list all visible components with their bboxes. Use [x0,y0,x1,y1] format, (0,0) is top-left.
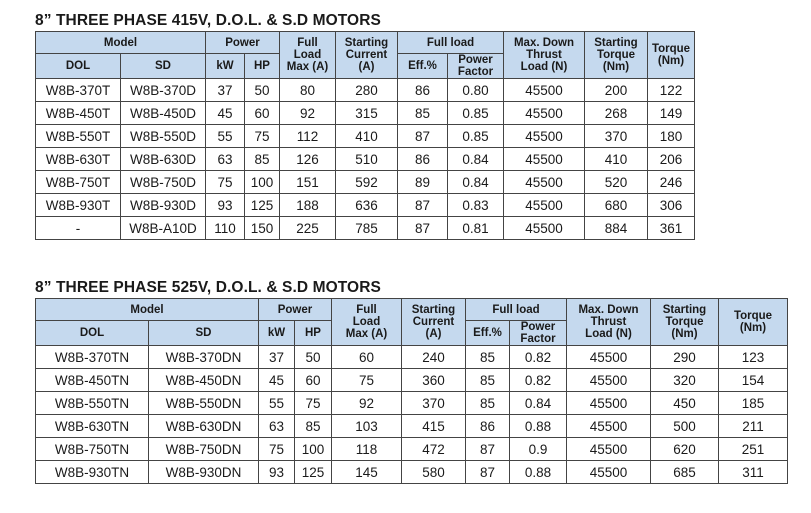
table-cell: 0.80 [448,79,504,102]
table-cell: 45500 [504,148,585,171]
table-row [36,194,695,217]
section-title: 8” THREE PHASE 415V, D.O.L. & S.D MOTORS [35,12,381,29]
table-cell: W8B-750D [121,171,206,194]
table-cell: 472 [402,438,466,461]
table-cell: 45500 [567,369,651,392]
power-factor-header: Power Factor [510,321,567,346]
table-cell: W8B-930TN [36,461,149,484]
table-cell: 149 [648,102,695,125]
table-cell: - [36,217,121,240]
table-cell: 45500 [567,461,651,484]
table-cell: 0.84 [448,148,504,171]
table-cell: 510 [336,148,398,171]
table-cell: 60 [332,346,402,369]
table-cell: 55 [259,392,295,415]
table-cell: 75 [332,369,402,392]
table-cell: 785 [336,217,398,240]
table-cell: 0.82 [510,346,567,369]
table-cell: W8B-450T [36,102,121,125]
table-cell: 85 [466,392,510,415]
table-row [36,346,788,369]
table-cell: 636 [336,194,398,217]
table-cell: 410 [336,125,398,148]
table-cell: 112 [280,125,336,148]
table-row [36,438,788,461]
table-cell: 592 [336,171,398,194]
table-cell: 45500 [504,217,585,240]
dol-header: DOL [36,321,149,346]
table-cell: 55 [206,125,245,148]
torque-header: Torque (Nm) [719,299,788,346]
table-cell: 188 [280,194,336,217]
table-cell: 93 [259,461,295,484]
table-row [36,369,788,392]
table-cell: 45500 [504,171,585,194]
hp-header: HP [245,54,280,79]
table-cell: 92 [332,392,402,415]
table-cell: 360 [402,369,466,392]
table-cell: 370 [402,392,466,415]
table-cell: 0.88 [510,415,567,438]
table-cell: 520 [585,171,648,194]
table-cell: 185 [719,392,788,415]
table-cell: W8B-370D [121,79,206,102]
torque-header: Torque (Nm) [648,32,695,79]
eff-header: Eff.% [398,54,448,79]
table-cell: W8B-750T [36,171,121,194]
dol-header: DOL [36,54,121,79]
table-cell: 125 [245,194,280,217]
table-cell: 85 [398,102,448,125]
table-cell: 50 [245,79,280,102]
table-cell: W8B-450TN [36,369,149,392]
table-cell: 87 [398,217,448,240]
max-down-thrust-header: Max. Down Thrust Load (N) [504,32,585,79]
table-cell: 75 [206,171,245,194]
table-cell: 200 [585,79,648,102]
table-cell: 0.85 [448,102,504,125]
table-cell: 75 [295,392,332,415]
table-cell: 45500 [504,125,585,148]
full-load-max-header: Full Load Max (A) [280,32,336,79]
table-row [36,415,788,438]
table-cell: 311 [719,461,788,484]
table-cell: W8B-370T [36,79,121,102]
table-cell: 37 [206,79,245,102]
table-row [36,392,788,415]
table-body [36,346,788,484]
table-cell: 103 [332,415,402,438]
motor-spec-section-415v [35,12,695,240]
table-cell: 500 [651,415,719,438]
starting-current-header: Starting Current (A) [402,299,466,346]
table-cell: 45500 [504,102,585,125]
table-cell: W8B-630T [36,148,121,171]
table-cell: 63 [259,415,295,438]
table-cell: 50 [295,346,332,369]
table-cell: 0.84 [448,171,504,194]
table-cell: 268 [585,102,648,125]
table-body [36,79,695,240]
table-cell: W8B-450D [121,102,206,125]
table-cell: 110 [206,217,245,240]
table-cell: 63 [206,148,245,171]
table-row [36,217,695,240]
table-cell: 884 [585,217,648,240]
table-cell: W8B-550TN [36,392,149,415]
table-cell: W8B-450DN [149,369,259,392]
table-cell: 93 [206,194,245,217]
table-cell: 450 [651,392,719,415]
max-down-thrust-header: Max. Down Thrust Load (N) [567,299,651,346]
table-cell: 45500 [504,79,585,102]
full-load-max-header: Full Load Max (A) [332,299,402,346]
table-cell: W8B-A10D [121,217,206,240]
model-header: Model [36,32,206,54]
table-cell: 37 [259,346,295,369]
table-cell: 151 [280,171,336,194]
table-row [36,148,695,171]
table-cell: 118 [332,438,402,461]
table-cell: 0.82 [510,369,567,392]
table-cell: 580 [402,461,466,484]
table-cell: 125 [295,461,332,484]
table-cell: 370 [585,125,648,148]
table-cell: W8B-630TN [36,415,149,438]
table-cell: 122 [648,79,695,102]
table-cell: 315 [336,102,398,125]
sd-header: SD [149,321,259,346]
table-cell: 123 [719,346,788,369]
table-cell: 45500 [567,392,651,415]
table-cell: 251 [719,438,788,461]
table-cell: 280 [336,79,398,102]
table-cell: 45500 [504,194,585,217]
table-cell: 85 [295,415,332,438]
table-cell: W8B-630DN [149,415,259,438]
table-row [36,461,788,484]
section-title: 8” THREE PHASE 525V, D.O.L. & S.D MOTORS [35,279,381,296]
table-cell: W8B-750TN [36,438,149,461]
hp-header: HP [295,321,332,346]
full-load-header: Full load [466,299,567,321]
table-cell: 85 [245,148,280,171]
table-cell: 45500 [567,415,651,438]
table-cell: 60 [245,102,280,125]
table-cell: 87 [398,194,448,217]
table-cell: 86 [466,415,510,438]
table-cell: 45500 [567,346,651,369]
starting-torque-header: Starting Torque (Nm) [651,299,719,346]
table-row [36,125,695,148]
table-cell: W8B-550T [36,125,121,148]
motor-spec-table [35,298,788,484]
eff-header: Eff.% [466,321,510,346]
table-cell: 0.88 [510,461,567,484]
table-cell: 246 [648,171,695,194]
table-cell: W8B-550DN [149,392,259,415]
table-cell: 45500 [567,438,651,461]
table-cell: 361 [648,217,695,240]
table-cell: 126 [280,148,336,171]
table-cell: 92 [280,102,336,125]
table-cell: 85 [466,346,510,369]
motor-spec-section-525v [35,279,788,484]
table-cell: 415 [402,415,466,438]
table-cell: 100 [295,438,332,461]
table-cell: 0.81 [448,217,504,240]
table-cell: 0.85 [448,125,504,148]
table-cell: 180 [648,125,695,148]
table-cell: 0.9 [510,438,567,461]
table-cell: 45 [259,369,295,392]
table-cell: 225 [280,217,336,240]
table-cell: W8B-930D [121,194,206,217]
full-load-header: Full load [398,32,504,54]
table-cell: 620 [651,438,719,461]
starting-current-header: Starting Current (A) [336,32,398,79]
table-cell: 86 [398,148,448,171]
table-cell: 45 [206,102,245,125]
model-header: Model [36,299,259,321]
table-cell: 680 [585,194,648,217]
table-cell: 80 [280,79,336,102]
table-cell: W8B-630D [121,148,206,171]
table-cell: 145 [332,461,402,484]
table-cell: 89 [398,171,448,194]
power-header: Power [259,299,332,321]
table-cell: 206 [648,148,695,171]
table-cell: 150 [245,217,280,240]
table-cell: W8B-930DN [149,461,259,484]
table-cell: 154 [719,369,788,392]
table-row [36,102,695,125]
table-cell: 410 [585,148,648,171]
table-cell: W8B-550D [121,125,206,148]
table-cell: 0.83 [448,194,504,217]
table-cell: 87 [398,125,448,148]
kw-header: kW [259,321,295,346]
power-header: Power [206,32,280,54]
table-cell: 306 [648,194,695,217]
table-cell: W8B-370DN [149,346,259,369]
table-cell: 85 [466,369,510,392]
power-factor-header: Power Factor [448,54,504,79]
starting-torque-header: Starting Torque (Nm) [585,32,648,79]
table-cell: W8B-370TN [36,346,149,369]
table-cell: W8B-930T [36,194,121,217]
table-row [36,79,695,102]
table-cell: 100 [245,171,280,194]
table-cell: 685 [651,461,719,484]
table-cell: 87 [466,461,510,484]
table-cell: 60 [295,369,332,392]
table-cell: 86 [398,79,448,102]
table-cell: W8B-750DN [149,438,259,461]
table-cell: 320 [651,369,719,392]
kw-header: kW [206,54,245,79]
table-cell: 75 [259,438,295,461]
table-row [36,171,695,194]
table-cell: 75 [245,125,280,148]
table-cell: 87 [466,438,510,461]
table-cell: 0.84 [510,392,567,415]
table-cell: 211 [719,415,788,438]
table-cell: 240 [402,346,466,369]
motor-spec-table [35,31,695,240]
sd-header: SD [121,54,206,79]
table-cell: 290 [651,346,719,369]
